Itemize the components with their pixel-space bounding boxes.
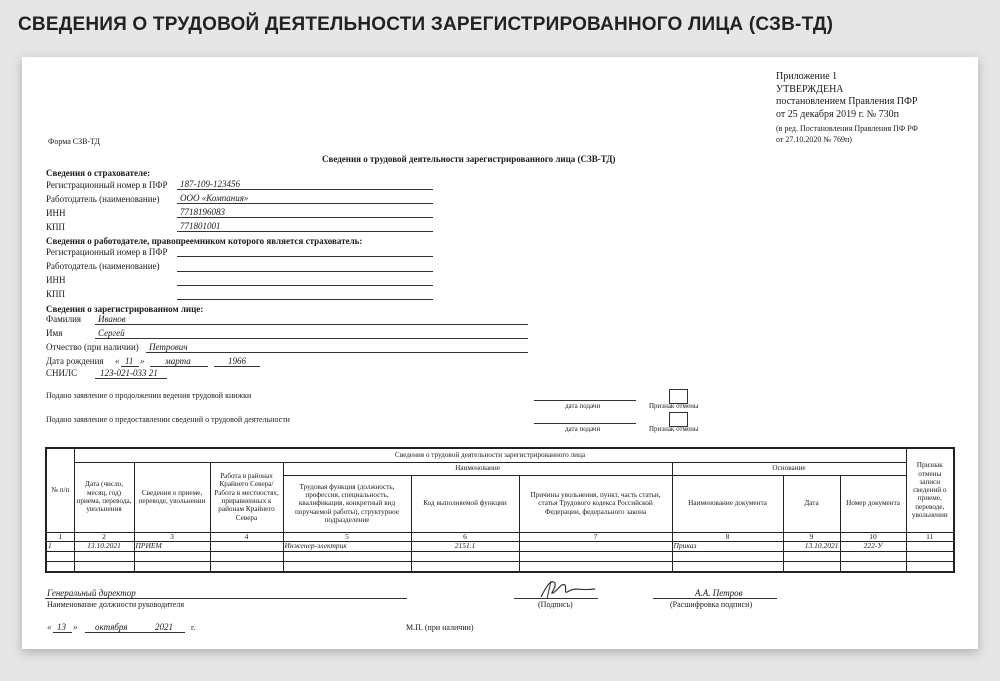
snils-value: 123-021-033 21	[100, 368, 158, 378]
column-number: 11	[906, 532, 954, 542]
successor-kpp-line	[177, 299, 433, 300]
dob-year-line	[214, 366, 260, 367]
column-number: 10	[840, 532, 906, 542]
sign-date-day-line	[53, 632, 72, 633]
col-header-function: Трудовая функция (должность, профессия, специальность, квалификация, конкретный вид поручаемой работы), структурное подразделение	[283, 475, 411, 532]
successor-inn-line	[177, 285, 433, 286]
column-number: 1	[46, 532, 74, 542]
row-docname-cell: Приказ	[672, 542, 783, 552]
approval-line: постановлением Правления ПФР	[776, 96, 918, 107]
row-date-cell: 13.10.2021	[74, 542, 134, 552]
patronymic-value: Петрович	[149, 342, 188, 352]
row-event-cell: ПРИЕМ	[134, 542, 210, 552]
amendment-line: от 27.10.2020 № 769п)	[776, 134, 852, 144]
basis-group-header: Основание	[672, 462, 906, 475]
name-label: Имя	[46, 328, 63, 338]
insurer-employer-label: Работодатель (наименование)	[46, 194, 160, 204]
sign-date-month-line	[85, 632, 151, 633]
table-row	[46, 552, 954, 562]
surname-line	[95, 324, 528, 325]
row-north-cell	[210, 542, 283, 552]
insurer-reg-value: 187-109-123456	[180, 179, 240, 189]
col-header-north: Работа в районах Крайнего Севера/Работа в местностях, приравненных к районам Крайнего Севера	[210, 462, 283, 532]
column-number: 8	[672, 532, 783, 542]
insurer-kpp-value: 771801001	[180, 221, 221, 231]
successor-reg-line	[177, 256, 433, 257]
row-reason-cell	[519, 542, 672, 552]
row-docnum-cell: 222-У	[840, 542, 906, 552]
successor-reg-label: Регистрационный номер в ПФР	[46, 247, 168, 257]
insurer-kpp-line	[177, 231, 433, 232]
book-date-line	[534, 400, 636, 401]
manager-position-value: Генеральный директор	[47, 588, 136, 598]
col-header-docdate: Дата	[783, 475, 840, 532]
sign-date-year-line	[145, 632, 185, 633]
naming-group-header: Наименование	[283, 462, 672, 475]
column-number: 3	[134, 532, 210, 542]
stamp-caption: М.П. (при наличии)	[406, 623, 474, 632]
snils-label: СНИЛС	[46, 368, 78, 378]
signature-caption: (Подпись)	[538, 600, 573, 609]
surname-label: Фамилия	[46, 314, 82, 324]
dob-day: 11	[125, 356, 134, 366]
insurer-inn-label: ИНН	[46, 208, 66, 218]
book-cancel-caption: Признак отмены	[649, 402, 699, 410]
insurer-employer-value: ООО «Компания»	[180, 193, 249, 203]
signature-line	[514, 598, 598, 599]
col-header-code: Код выполняемой функции	[411, 475, 519, 532]
amendment-note	[776, 124, 918, 146]
table-row	[46, 542, 954, 552]
sign-date-open-quote: «	[47, 622, 52, 632]
row-function-cell: Инженер-электрик	[283, 542, 411, 552]
successor-heading: Сведения о работодателе, правопреемником которого является страхователь:	[46, 236, 363, 246]
approval-line: УТВЕРЖДЕНА	[776, 83, 844, 95]
name-value: Сергей	[98, 328, 125, 338]
successor-employer-line	[177, 271, 433, 272]
page-banner: СВЕДЕНИЯ О ТРУДОВОЙ ДЕЯТЕЛЬНОСТИ ЗАРЕГИСТРИРОВАННОГО ЛИЦА (СЗВ-ТД)	[18, 14, 834, 35]
form-sheet	[22, 57, 978, 649]
book-statement-label: Подано заявление о продолжении ведения трудовой книжки	[46, 391, 252, 400]
amendment-line: (в ред. Постановления Правления ПФ РФ	[776, 124, 918, 133]
dob-day-line	[121, 366, 139, 367]
dob-open-quote: «	[115, 356, 120, 366]
row-code-cell: 2151.1	[411, 542, 519, 552]
column-number: 5	[283, 532, 411, 542]
successor-inn-label: ИНН	[46, 275, 66, 285]
col-header-date: Дата (число, месяц, год) приема, перевода, увольнения	[74, 462, 134, 532]
row-num-cell: 1	[46, 542, 74, 552]
patronymic-line	[146, 352, 528, 353]
info-date-line	[534, 423, 636, 424]
dob-month-line	[150, 366, 208, 367]
sign-date-suffix: г.	[191, 623, 196, 632]
column-number: 9	[783, 532, 840, 542]
table-row	[46, 562, 954, 573]
col-header-cancel: Признак отмены записи сведений о приеме, переводе, увольнении	[906, 448, 954, 532]
book-date-caption: дата подачи	[565, 402, 601, 410]
insurer-employer-line	[177, 203, 433, 204]
successor-employer-label: Работодатель (наименование)	[46, 261, 160, 271]
insurer-reg-label: Регистрационный номер в ПФР	[46, 180, 168, 190]
approval-block	[776, 71, 917, 121]
form-code: Форма СЗВ-ТД	[48, 137, 100, 146]
sign-date-close-quote: »	[73, 622, 78, 632]
signature-decode-value: А.А. Петров	[695, 588, 743, 598]
surname-value: Иванов	[98, 314, 126, 324]
person-heading: Сведения о зарегистрированном лице:	[46, 304, 204, 314]
manager-position-line	[45, 598, 407, 599]
info-statement-label: Подано заявление о предоставлении сведений о трудовой деятельности	[46, 415, 290, 424]
approval-line: от 25 декабря 2019 г. № 730п	[776, 108, 899, 120]
manager-position-caption: Наименование должности руководителя	[47, 600, 185, 609]
name-line	[95, 338, 528, 339]
col-header-reason: Причины увольнения, пункт, часть статьи, статья Трудового кодекса Российской Федерации, федерального закона	[519, 475, 672, 532]
info-cancel-caption: Признак отмены	[649, 425, 699, 433]
dob-month: марта	[165, 356, 191, 366]
column-number: 2	[74, 532, 134, 542]
column-number: 6	[411, 532, 519, 542]
insurer-heading: Сведения о страхователе:	[46, 168, 151, 178]
approval-line: Приложение 1	[776, 71, 838, 82]
work-history-table	[45, 447, 955, 573]
signature-decode-line	[653, 598, 777, 599]
col-header-event: Сведения о приеме, переводе, увольнении	[134, 462, 210, 532]
document-title: Сведения о трудовой деятельности зарегистрированного лица (СЗВ-ТД)	[322, 154, 616, 164]
sign-date-year: 2021	[155, 622, 173, 632]
column-number: 4	[210, 532, 283, 542]
insurer-inn-line	[177, 217, 433, 218]
insurer-inn-value: 7718196083	[180, 207, 225, 217]
col-header-docnum: Номер документа	[840, 475, 906, 532]
col-header-num: № п/п	[46, 448, 74, 532]
info-date-caption: дата подачи	[565, 425, 601, 433]
dob-year: 1966	[228, 356, 246, 366]
row-docdate-cell: 13.10.2021	[783, 542, 840, 552]
signature-decode-caption: (Расшифровка подписи)	[670, 600, 753, 609]
successor-kpp-label: КПП	[46, 289, 66, 299]
sign-date-day: 13	[57, 622, 66, 632]
column-number: 7	[519, 532, 672, 542]
insurer-kpp-label: КПП	[46, 222, 66, 232]
column-number-row	[46, 532, 954, 542]
sign-date-month: октября	[95, 622, 128, 632]
patronymic-label: Отчество (при наличии)	[46, 342, 139, 352]
col-header-docname: Наименование документа	[672, 475, 783, 532]
table-group-header: Сведения о трудовой деятельности зарегистрированного лица	[74, 448, 906, 462]
row-cancel-cell	[906, 542, 954, 552]
dob-close-quote: »	[140, 356, 145, 366]
insurer-reg-line	[177, 189, 433, 190]
snils-line	[95, 378, 167, 379]
dob-label: Дата рождения	[46, 356, 104, 366]
